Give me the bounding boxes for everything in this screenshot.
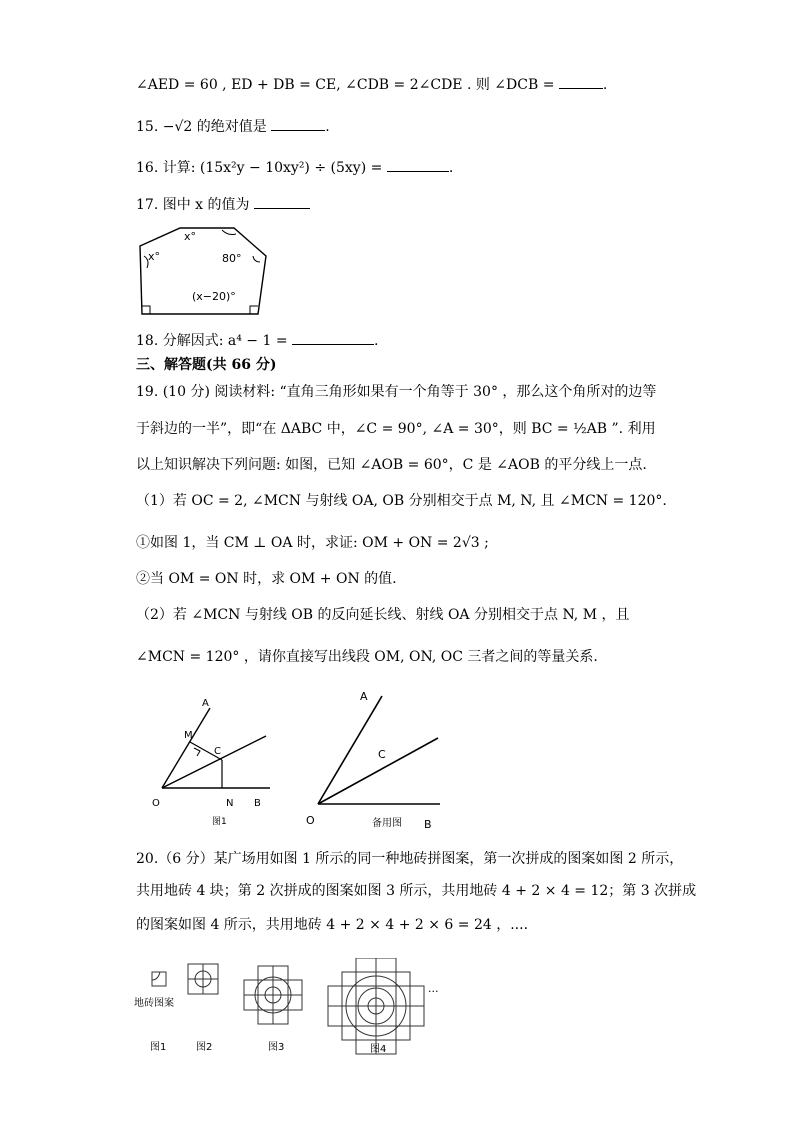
fig2-label-A: A bbox=[360, 690, 368, 703]
answer-blank bbox=[292, 330, 374, 345]
pentagon-label-right: 80° bbox=[222, 252, 242, 265]
q20-line3: 的图案如图 4 所示，共用地砖 4 + 2 × 4 + 2 × 6 = 24 ，.... bbox=[136, 917, 529, 933]
tile-caption-1: 图1 bbox=[150, 1042, 167, 1053]
q18 bbox=[136, 330, 378, 350]
fig1-label-O: O bbox=[152, 798, 160, 809]
fig1-label-B: B bbox=[254, 798, 261, 809]
fig2-caption: 备用图 bbox=[372, 818, 402, 829]
pentagon-figure bbox=[132, 218, 272, 318]
q19-line4: （1）若 OC = 2, ∠MCN 与射线 OA, OB 分别相交于点 M, N, 且 ∠MCN = 120°. bbox=[136, 493, 667, 509]
q15-end: . bbox=[325, 119, 330, 135]
fig2-label-B: B bbox=[424, 818, 432, 831]
q17-text: 17. 图中 x 的值为 bbox=[136, 197, 250, 213]
q15 bbox=[136, 116, 330, 136]
answer-blank bbox=[271, 116, 325, 131]
pentagon-label-bottom: (x−20)° bbox=[192, 290, 236, 303]
q14-end: . bbox=[602, 77, 608, 93]
section-heading: 三、解答题(共 66 分) bbox=[136, 357, 277, 373]
q19-line8: ∠MCN = 120° ，请你直接写出线段 OM, ON, OC 三者之间的等量关系. bbox=[136, 649, 598, 665]
answer-blank bbox=[387, 157, 449, 172]
tile-pattern-label: 地砖图案 bbox=[134, 998, 174, 1009]
tile-fig2 bbox=[188, 964, 218, 994]
q16-end: . bbox=[448, 160, 454, 176]
fig1-label-M: M bbox=[184, 730, 193, 741]
fig1-label-N: N bbox=[226, 798, 234, 809]
tile-ellipsis: ... bbox=[428, 982, 439, 995]
q19-line2: 于斜边的一半”，即“在 ΔABC 中，∠C = 90°, ∠A = 30°，则 BC = ½AB ”. 利用 bbox=[136, 421, 656, 437]
fig2-label-O: O bbox=[306, 814, 315, 827]
q17 bbox=[136, 194, 310, 214]
q19-line7: （2）若 ∠MCN 与射线 OB 的反向延长线、射线 OA 分别相交于点 N, M ，且 bbox=[136, 607, 630, 623]
q18-text: 18. 分解因式: a⁴ − 1 = bbox=[136, 333, 288, 349]
fig2-label-C: C bbox=[378, 748, 386, 761]
q18-end: . bbox=[374, 333, 379, 349]
fig1-caption: 图1 bbox=[212, 817, 227, 827]
fig1-label-A: A bbox=[202, 698, 209, 709]
q14-text: ∠AED = 60 , ED + DB = CE, ∠CDB = 2∠CDE . 则 ∠DCB = bbox=[136, 77, 555, 93]
q20-line2: 共用地砖 4 块；第 2 次拼成的图案如图 3 所示，共用地砖 4 + 2 × 4 = 12；第 3 次拼成 bbox=[136, 883, 697, 899]
q16-text: 16. 计算: (15x²y − 10xy²) ÷ (5xy) = bbox=[136, 160, 383, 176]
q20-line1: 20.（6 分）某广场用如图 1 所示的同一种地砖拼图案，第一次拼成的图案如图 2 所示， bbox=[136, 851, 684, 867]
tile-fig3 bbox=[244, 966, 302, 1024]
q14-tail bbox=[136, 74, 607, 94]
q19-line6: ②当 OM = ON 时，求 OM + ON 的值. bbox=[136, 571, 397, 587]
q19-line1: 19. (10 分) 阅读材料: “直角三角形如果有一个角等于 30° ，那么这个角所对的边等 bbox=[136, 384, 657, 400]
pentagon-label-left: x° bbox=[148, 250, 161, 263]
fig1-label-C: C bbox=[214, 746, 221, 757]
tile-caption-3: 图3 bbox=[268, 1042, 285, 1053]
tile-fig1 bbox=[152, 972, 166, 986]
tile-caption-2: 图2 bbox=[196, 1042, 213, 1053]
q19-line5: ①如图 1，当 CM ⊥ OA 时，求证: OM + ON = 2√3 ; bbox=[136, 535, 489, 551]
answer-blank bbox=[254, 194, 310, 209]
pentagon-label-top: x° bbox=[184, 230, 197, 243]
q16 bbox=[136, 157, 453, 177]
geometry-figure-spare bbox=[300, 686, 450, 834]
answer-blank bbox=[559, 74, 603, 89]
geometry-figure-1 bbox=[146, 690, 276, 830]
q19-line3: 以上知识解决下列问题: 如图，已知 ∠AOB = 60°，C 是 ∠AOB 的平分线上一点. bbox=[136, 457, 647, 473]
q15-text: 15. −√2 的绝对值是 bbox=[136, 119, 267, 135]
tile-caption-4: 图4 bbox=[370, 1044, 387, 1055]
tile-pattern-figure bbox=[130, 958, 450, 1058]
